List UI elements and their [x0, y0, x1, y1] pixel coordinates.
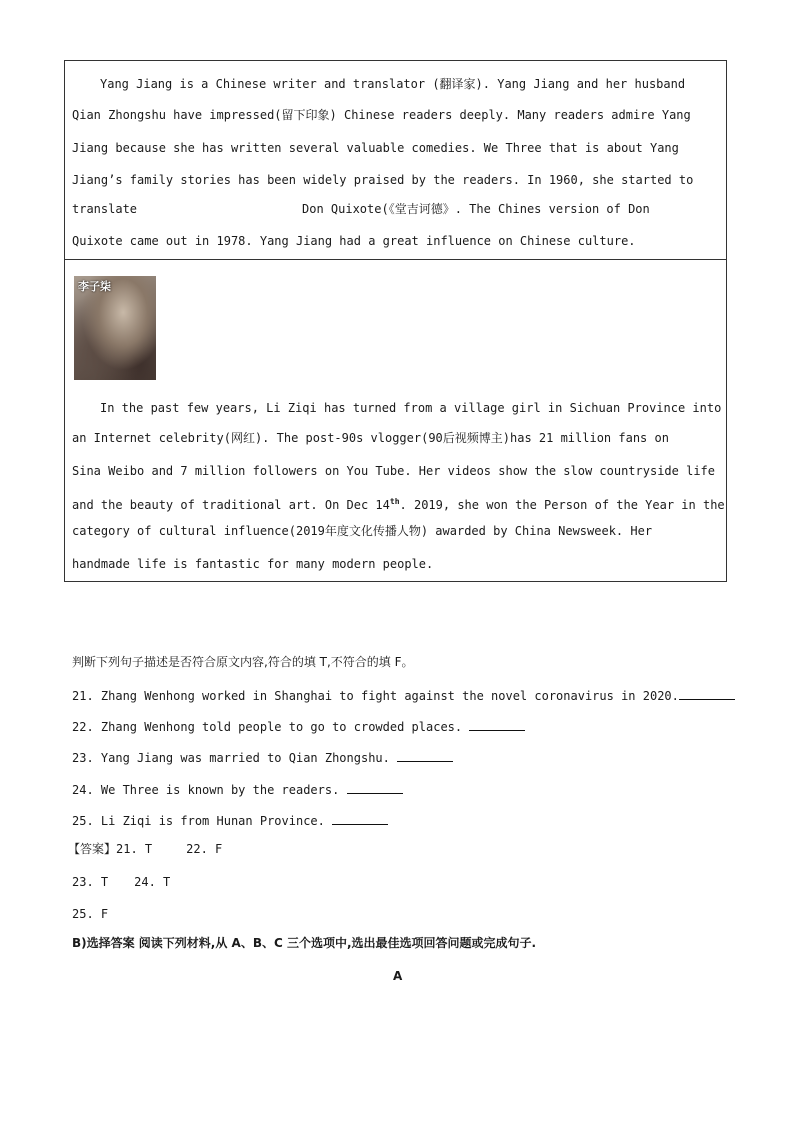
passage2-line-with-superscript — [72, 494, 787, 513]
question-text: 22. Zhang Wenhong told people to go to crowded places. — [72, 720, 470, 734]
answer-row-2 — [72, 874, 170, 890]
answer-24: 24. T — [134, 875, 171, 889]
passage1-line: Yang Jiang is a Chinese writer and translator (翻译家). Yang Jiang and her husband — [100, 77, 686, 91]
passage1-line5-end: Don Quixote(《堂吉诃德》. The Chines version of Don — [302, 202, 650, 216]
question-25 — [72, 812, 388, 829]
passage-box-yang-jiang — [64, 60, 727, 260]
passage1-line-with-gap — [72, 201, 719, 217]
answer-21: 21. T — [116, 842, 153, 856]
passage2-line: an Internet celebrity(网红). The post-90s vlogger(90后视频博主)has 21 million fans on — [72, 431, 669, 445]
photo-caption: 李子柒 — [78, 280, 111, 293]
answer-blank[interactable] — [347, 781, 403, 794]
passage2-line: category of cultural influence(2019年度文化传播人物) awarded by China Newsweek. Her — [72, 524, 653, 538]
li-ziqi-photo — [74, 276, 156, 380]
answer-23: 23. T — [72, 875, 109, 889]
question-text: 23. Yang Jiang was married to Qian Zhongshu. — [72, 751, 398, 765]
section-b-heading: B)选择答案 阅读下列材料,从 A、B、C 三个选项中,选出最佳选项回答问题或完成句子. — [72, 936, 537, 950]
question-23 — [72, 749, 453, 766]
answer-blank[interactable] — [679, 687, 735, 700]
passage1-line5-start: translate — [72, 202, 138, 216]
passage2-line: Sina Weibo and 7 million followers on You Tube. Her videos show the slow countryside life — [72, 464, 715, 478]
question-21 — [72, 687, 735, 704]
question-text: 25. Li Ziqi is from Hunan Province. — [72, 814, 333, 828]
question-24 — [72, 781, 403, 798]
question-text: 24. We Three is known by the readers. — [72, 783, 347, 797]
passage2-line4-pre: and the beauty of traditional art. On Dec 14 — [72, 498, 390, 512]
instruction-text: 判断下列句子描述是否符合原文内容,符合的填 T,不符合的填 F。 — [72, 655, 414, 669]
answer-blank[interactable] — [397, 749, 453, 762]
passage2-line: In the past few years, Li Ziqi has turned from a village girl in Sichuan Province into — [100, 401, 722, 415]
passage2-line: handmade life is fantastic for many modern people. — [72, 557, 434, 571]
question-22 — [72, 718, 525, 735]
answer-blank[interactable] — [332, 812, 388, 825]
answer-25: 25. F — [72, 907, 109, 921]
passage2-line4-post: . 2019, she won the Person of the Year in the — [399, 498, 725, 512]
passage1-line: Qian Zhongshu have impressed(留下印象) Chinese readers deeply. Many readers admire Yang — [72, 108, 691, 122]
answer-label: 【答案】 — [68, 842, 117, 856]
ordinal-suffix: th — [389, 497, 400, 506]
question-text: 21. Zhang Wenhong worked in Shanghai to fight against the novel coronavirus in 2020. — [72, 689, 679, 703]
section-a-heading: A — [393, 969, 403, 983]
passage1-line: Jiang because she has written several valuable comedies. We Three that is about Yang — [72, 141, 679, 155]
answer-row-3 — [72, 906, 108, 922]
passage1-line: Jiang’s family stories has been widely praised by the readers. In 1960, she started to — [72, 173, 694, 187]
answer-blank[interactable] — [469, 718, 525, 731]
passage1-line: Quixote came out in 1978. Yang Jiang had a great influence on Chinese culture. — [72, 234, 636, 248]
answer-22: 22. F — [186, 842, 223, 856]
answer-row-1 — [68, 841, 222, 857]
